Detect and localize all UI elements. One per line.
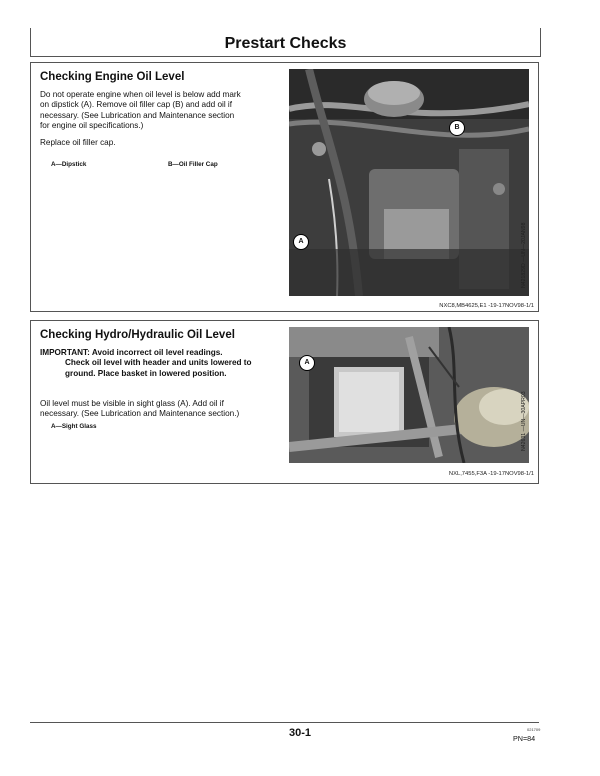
section-engine-oil [30,62,539,312]
footer-pn: PN=84 [513,734,536,743]
text-line: for engine oil specifications.) [40,120,144,130]
legend-label-sight-glass: A—Sight Glass [51,423,97,430]
legend-label-dipstick: A—Dipstick [51,161,87,168]
section-hydraulic-oil [30,320,539,484]
section-paragraph: Replace oil filler cap. [40,138,116,147]
footer-rule [30,722,539,723]
engine-oil-photo [289,69,529,296]
page-header [30,28,541,57]
reference-code: NXL,7455,F3A -19-17NOV98-1/1 [448,471,534,477]
text-line: Check oil level with header and units lowered to [65,358,252,368]
text-line: necessary. (See Lubrication and Maintenance section.) [40,409,240,419]
page-title: Prestart Checks [224,35,347,52]
text-line: Oil level must be visible in sight glass (A). Add oil if [40,399,224,408]
text-line: necessary. (See Lubrication and Maintenance section [40,110,235,120]
section-paragraph [40,399,285,420]
section-title: Checking Engine Oil Level [40,71,185,83]
section-title: Checking Hydro/Hydraulic Oil Level [40,329,235,341]
section-paragraph [40,90,285,131]
callout-a: A [293,234,309,250]
callout-b: B [449,120,465,136]
callout-a: A [299,355,315,371]
photo-code: N42631 —UN—30APR03 [521,391,527,451]
text-line: ground. Place basket in lowered position. [65,368,227,378]
legend-label-filler-cap: B—Oil Filler Cap [168,161,218,168]
hydraulic-oil-photo [289,327,529,463]
photo-code: N421829D —UN—20JAN98 [521,222,527,288]
footer-date: 021709 [527,727,541,732]
reference-code: NXC8,MB4625,E1 -19-17NOV98-1/1 [439,303,534,309]
page-number: 30-1 [288,727,312,739]
text-line: Do not operate engine when oil level is below add mark [40,90,241,99]
text-line: IMPORTANT: Avoid incorrect oil level readings. [40,348,223,357]
text-line: on dipstick (A). Remove oil filler cap (B) and add oil if [40,100,233,110]
important-note [40,348,290,379]
